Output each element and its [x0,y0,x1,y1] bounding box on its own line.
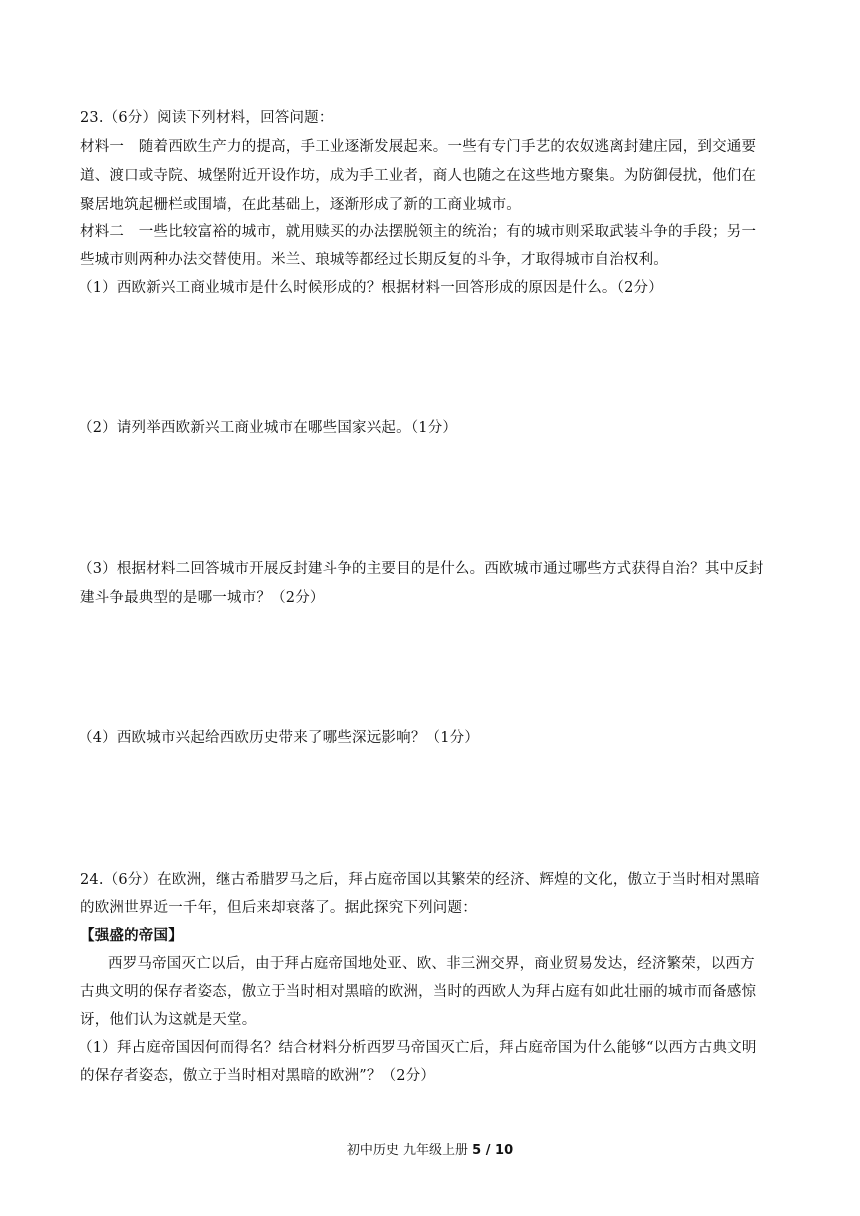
q23-material-1-line-1: 材料一 随着西欧生产力的提高，手工业逐渐发展起来。一些有专门手艺的农奴逃离封建庄园，到交通要 [80,139,757,155]
q24-passage-line-2: 古典文明的保存者姿态，傲立于当时相对黑暗的欧洲，当时的西欧人为拜占庭有如此壮丽的城市而备感惊 [80,984,757,1000]
q23-material-1-line-2: 道、渡口或寺院、城堡附近开设作坊，成为手工业者，商人也随之在这些地方聚集。为防御侵扰，他们在 [80,168,757,184]
q23-subquestion-4: （4）西欧城市兴起给西欧历史带来了哪些深远影响？（1分） [78,730,480,746]
question-24-header-line-1: 24.（6分）在欧洲，继古希腊罗马之后，拜占庭帝国以其繁荣的经济、辉煌的文化，傲立于当时相对黑暗 [80,872,760,888]
footer-course-label: 初中历史 九年级上册 [346,1143,469,1158]
q24-passage-line-3: 讶，他们认为这就是天堂。 [80,1012,257,1028]
question-24-header-line-2: 的欧洲世界近一千年，但后来却衰落了。据此探究下列问题： [80,900,477,916]
q24-section-heading: 【强盛的帝国】 [80,927,183,944]
q24-passage-line-1: 西罗马帝国灭亡以后，由于拜占庭帝国地处亚、欧、非三洲交界，商业贸易发达，经济繁荣，以西方 [108,956,755,972]
q23-subquestion-2: （2）请列举西欧新兴工商业城市在哪些国家兴起。（1分） [78,420,458,436]
question-23-header: 23.（6分）阅读下列材料，回答问题： [80,110,334,126]
q24-subquestion-1-line-1: （1）拜占庭帝国因何而得名？结合材料分析西罗马帝国灭亡后，拜占庭帝国为什么能够“以西方古典文明 [78,1040,757,1056]
q23-material-2-line-2: 些城市则两种办法交替使用。米兰、琅城等都经过长期反复的斗争，才取得城市自治权利。 [80,252,668,268]
q23-subquestion-3-line-1: （3）根据材料二回答城市开展反封建斗争的主要目的是什么。西欧城市通过哪些方式获得自治？其中反封 [78,561,764,577]
q23-subquestion-1: （1）西欧新兴工商业城市是什么时候形成的？根据材料一回答形成的原因是什么。（2分） [78,280,663,296]
q23-material-2-line-1: 材料二 一些比较富裕的城市，就用赎买的办法摆脱领主的统治；有的城市则采取武装斗争的手段；另一 [80,224,757,240]
q24-subquestion-1-line-2: 的保存者姿态，傲立于当时相对黑暗的欧洲”？（2分） [80,1068,436,1084]
q23-material-1-line-3: 聚居地筑起栅栏或围墙，在此基础上，逐渐形成了新的工商业城市。 [80,197,521,213]
footer-page-number: 5 / 10 [472,1143,514,1158]
q23-subquestion-3-line-2: 建斗争最典型的是哪一城市？（2分） [80,590,325,606]
page-footer [0,1142,860,1160]
